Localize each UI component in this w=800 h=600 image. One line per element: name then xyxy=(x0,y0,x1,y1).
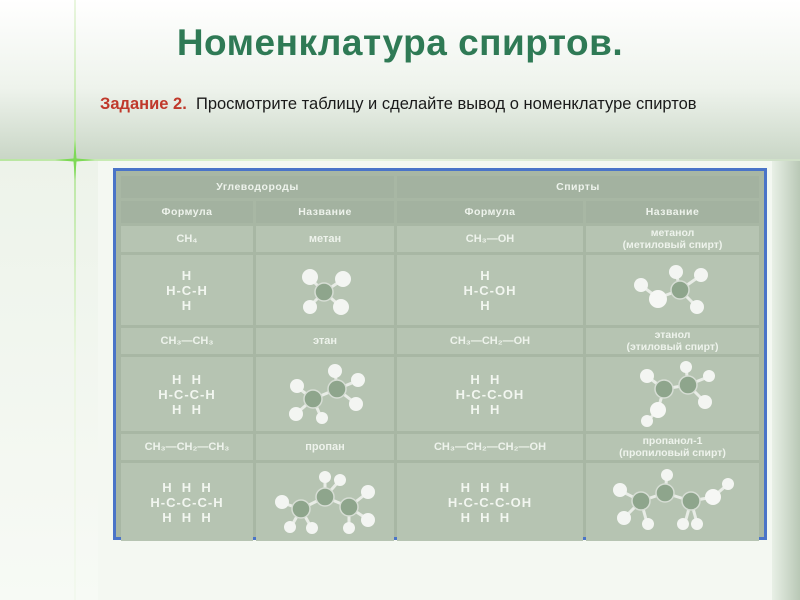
alc-name-cell xyxy=(586,434,759,460)
structure-line: H-C-OH xyxy=(463,282,517,298)
structure-line: H H xyxy=(162,371,212,387)
hc-structural-formula xyxy=(121,357,253,431)
hc-formula-cell: CH₃—CH₂—CH₃ xyxy=(121,434,253,460)
hc-molecule-model xyxy=(256,463,394,541)
structure-line: H H xyxy=(461,401,519,417)
methanol-model-icon xyxy=(618,262,728,318)
hc-name-cell: пропан xyxy=(256,434,394,460)
hc-name-cell: этан xyxy=(256,328,394,354)
alc-name: пропанол-1 xyxy=(642,435,703,447)
structure-line: H H H xyxy=(451,479,529,495)
structure-line: H xyxy=(470,267,510,283)
alc-molecule-model xyxy=(586,357,759,431)
ethane-model-icon xyxy=(275,363,375,425)
hc-molecule-model xyxy=(256,357,394,431)
task-label: Задание 2. xyxy=(100,95,187,113)
right-band xyxy=(772,160,800,600)
ethanol-model-icon xyxy=(618,361,728,427)
structure-line: H-C-C-C-OH xyxy=(447,494,533,510)
alc-formula-cell: CH₃—CH₂—CH₂—OH xyxy=(397,434,583,460)
alc-structural-formula xyxy=(397,255,583,325)
column-header-formula: Формула xyxy=(397,201,583,223)
page-title: Номенклатура спиртов. xyxy=(176,22,624,63)
alc-structural-formula xyxy=(397,463,583,541)
alc-name-cell xyxy=(586,328,759,354)
decor-vertical-line xyxy=(74,0,76,600)
column-header-formula: Формула xyxy=(121,201,253,223)
structure-line: H H xyxy=(461,371,519,387)
structure-line: H-C-H xyxy=(166,282,208,298)
nomenclature-table xyxy=(113,168,767,540)
structure-line: H xyxy=(470,297,510,313)
structure-line: H H H xyxy=(152,509,222,525)
structure-line: H H xyxy=(162,401,212,417)
alc-alt-name: (этиловый спирт) xyxy=(626,341,719,353)
alc-name-cell xyxy=(586,226,759,252)
alc-structural-formula xyxy=(397,357,583,431)
column-header-name: Название xyxy=(256,201,394,223)
decor-horizontal-line xyxy=(0,159,800,161)
methane-model-icon xyxy=(290,262,360,318)
alc-name: метанол xyxy=(650,227,695,239)
hc-formula-cell: CH₃—CH₃ xyxy=(121,328,253,354)
alc-alt-name: (метиловый спирт) xyxy=(622,239,723,251)
hc-structural-formula xyxy=(121,255,253,325)
group-header-alcohols: Спирты xyxy=(397,176,759,198)
task-text xyxy=(100,90,740,118)
alc-molecule-model xyxy=(586,255,759,325)
structure-line: H H H xyxy=(152,479,222,495)
structure-line: H-C-C-C-H xyxy=(150,494,224,510)
alc-name: этанол xyxy=(654,329,691,341)
hc-formula-cell: CH₄ xyxy=(121,226,253,252)
hc-molecule-model xyxy=(256,255,394,325)
alc-formula-cell: CH₃—OH xyxy=(397,226,583,252)
structure-line: H xyxy=(172,267,202,283)
alc-formula-cell: CH₃—CH₂—OH xyxy=(397,328,583,354)
structure-line: H-C-C-H xyxy=(158,386,216,402)
structure-line: H xyxy=(172,297,202,313)
task-body: Просмотрите таблицу и сделайте вывод о номенклатуре спиртов xyxy=(195,95,697,113)
propane-model-icon xyxy=(267,469,383,535)
column-header-name: Название xyxy=(586,201,759,223)
hc-name-cell: метан xyxy=(256,226,394,252)
structure-line: H-C-C-OH xyxy=(455,386,525,402)
group-header-hydrocarbons: Углеводороды xyxy=(121,176,394,198)
structure-line: H H H xyxy=(451,509,529,525)
sparkle-icon xyxy=(55,140,95,180)
propanol-model-icon xyxy=(603,469,743,535)
hc-structural-formula xyxy=(121,463,253,541)
alc-molecule-model xyxy=(586,463,759,541)
alc-alt-name: (пропиловый спирт) xyxy=(619,447,726,459)
left-band xyxy=(0,160,98,600)
